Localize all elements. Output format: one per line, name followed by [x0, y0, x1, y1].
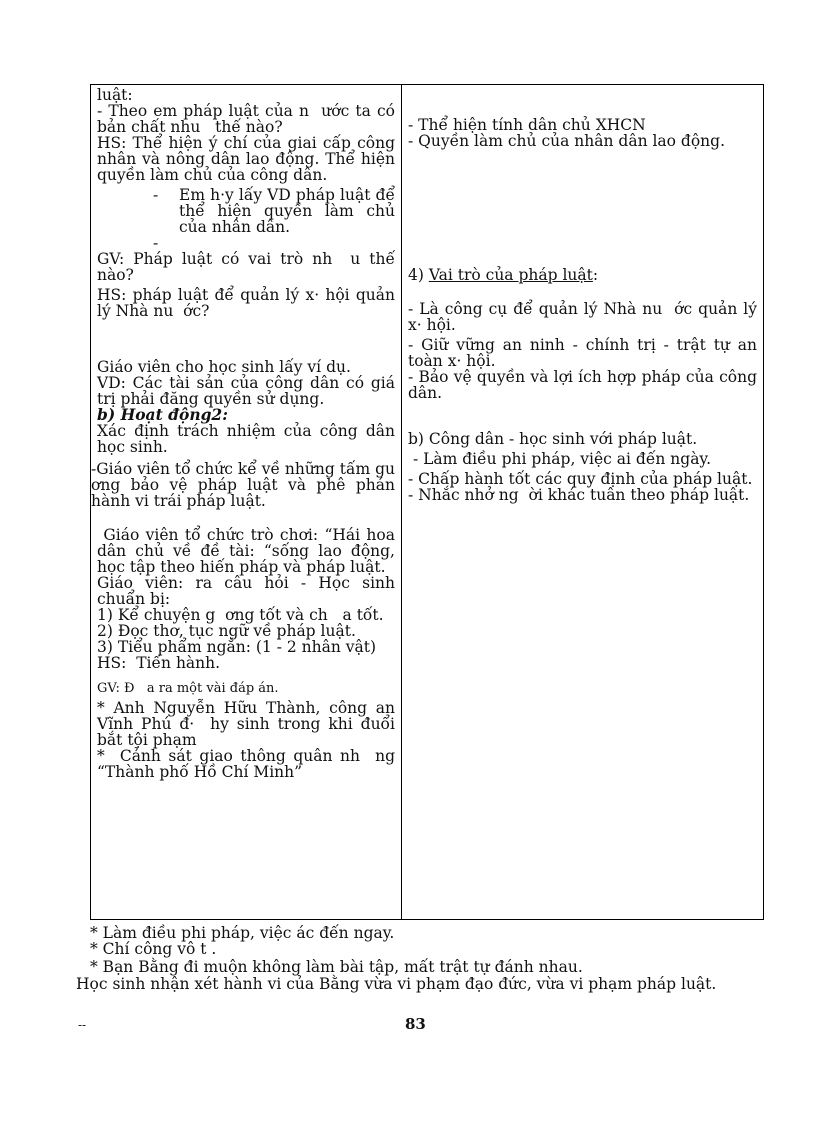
- text-line: 3) Tiểu phẩm ngắn: (1 - 2 nhân vật): [97, 638, 377, 656]
- text-line: Giáo viên: ra câu hỏi - Học sinh chuẩn bị:: [97, 574, 400, 608]
- page-number: 83: [405, 1015, 426, 1033]
- text-line: - Bảo vệ quyền và lợi ích hợp pháp của công dân.: [408, 368, 762, 402]
- text-line: Học sinh nhận xét hành vi của Bằng vừa vi phạm đạo đức, vừa vi phạm pháp luật.: [76, 975, 717, 993]
- text-line: Xác định trách nhiệm của công dân học sinh.: [97, 422, 400, 456]
- teacher-activity-column: [91, 85, 405, 920]
- text-line: GV: Pháp luật có vai trò nh u thế nào?: [97, 250, 400, 284]
- text-line: -Giáo viên tổ chức kể về những tấm gu ơng bảo vệ pháp luật và phê phán hành vi trái pháp luật.: [91, 460, 405, 510]
- text-line: 1) Kể chuyện g ơng tốt và ch a tốt.: [97, 606, 384, 624]
- section-title: Vai trò của pháp luật: [428, 266, 593, 284]
- bullet-marker: -: [153, 186, 159, 204]
- text-line: * Anh Nguyễn Hữu Thành, công an Vĩnh Phú đ· hy sinh trong khi đuổi bắt tội phạm: [97, 699, 400, 749]
- text-line: * Chí công vô t .: [90, 940, 217, 958]
- section-heading: b) Hoạt động2:: [97, 405, 228, 424]
- text-line: * Cảnh sát giao thông quân nh ng “Thành phố Hồ Chí Minh”: [97, 747, 400, 781]
- text-line: 2) Đọc thơ, tục ngữ về pháp luật.: [97, 622, 356, 640]
- text-line: HS: Tiến hành.: [97, 654, 221, 672]
- section-colon: :: [592, 266, 599, 284]
- bullet-marker: -: [153, 234, 159, 252]
- text-line: - Chấp hành tốt các quy định của pháp luật.: [408, 470, 753, 488]
- table-row: [91, 85, 764, 920]
- text-line: - Nhắc nhở ng ời khác tuân theo pháp luật.: [408, 486, 750, 504]
- text-line: HS: pháp luật để quản lý x· hội quản lý Nhà nu ớc?: [97, 286, 400, 320]
- text-line: - Làm điều phi pháp, việc ai đến ngày.: [408, 450, 712, 468]
- text-line: b) Công dân - học sinh với pháp luật.: [408, 430, 698, 448]
- text-line: - Theo em pháp luật của n ước ta có bản chất nhu thế nào?: [97, 102, 400, 136]
- section-number: 4): [408, 266, 429, 284]
- text-line: Giáo viên cho học sinh lấy ví dụ.: [97, 358, 351, 376]
- lesson-table: [90, 84, 764, 920]
- text-line: * Làm điều phi pháp, việc ác đến ngay.: [90, 924, 395, 942]
- text-line: GV: Đ a ra một vài đáp án.: [97, 681, 279, 696]
- footer-dash: --: [78, 1018, 87, 1032]
- text-line: - Thể hiện tính dân chủ XHCN: [408, 116, 646, 134]
- text-line: Em h·y lấy VD pháp luật để thể hiện quyền làm chủ của nhân dân.: [179, 186, 400, 236]
- text-line: - Giữ vững an ninh - chính trị - trật tự an toàn x· hội.: [408, 336, 762, 370]
- text-line: luật:: [97, 86, 133, 104]
- content-column: [402, 85, 764, 920]
- text-line: * Bạn Bằng đi muộn không làm bài tập, mất trật tự đánh nhau.: [90, 958, 583, 976]
- text-line: - Là công cụ để quản lý Nhà nu ớc quản lý x· hội.: [408, 300, 762, 334]
- text-line: - Quyền làm chủ của nhân dân lao động.: [408, 132, 726, 150]
- bullet-item: [97, 186, 400, 236]
- section-heading: [408, 267, 757, 283]
- text-line: HS: Thể hiện ý chí của giai cấp công nhân và nông dân lao động. Thể hiện quyền làm chủ của công dân.: [97, 134, 400, 184]
- text-line: VD: Các tài sản của công dân có giá trị phải đăng quyền sử dụng.: [97, 374, 400, 408]
- text-line: Giáo viên tổ chức trò chơi: “Hái hoa dân chủ về đề tài: “sống lao động, học tập theo hiến pháp và pháp luật.: [97, 526, 400, 576]
